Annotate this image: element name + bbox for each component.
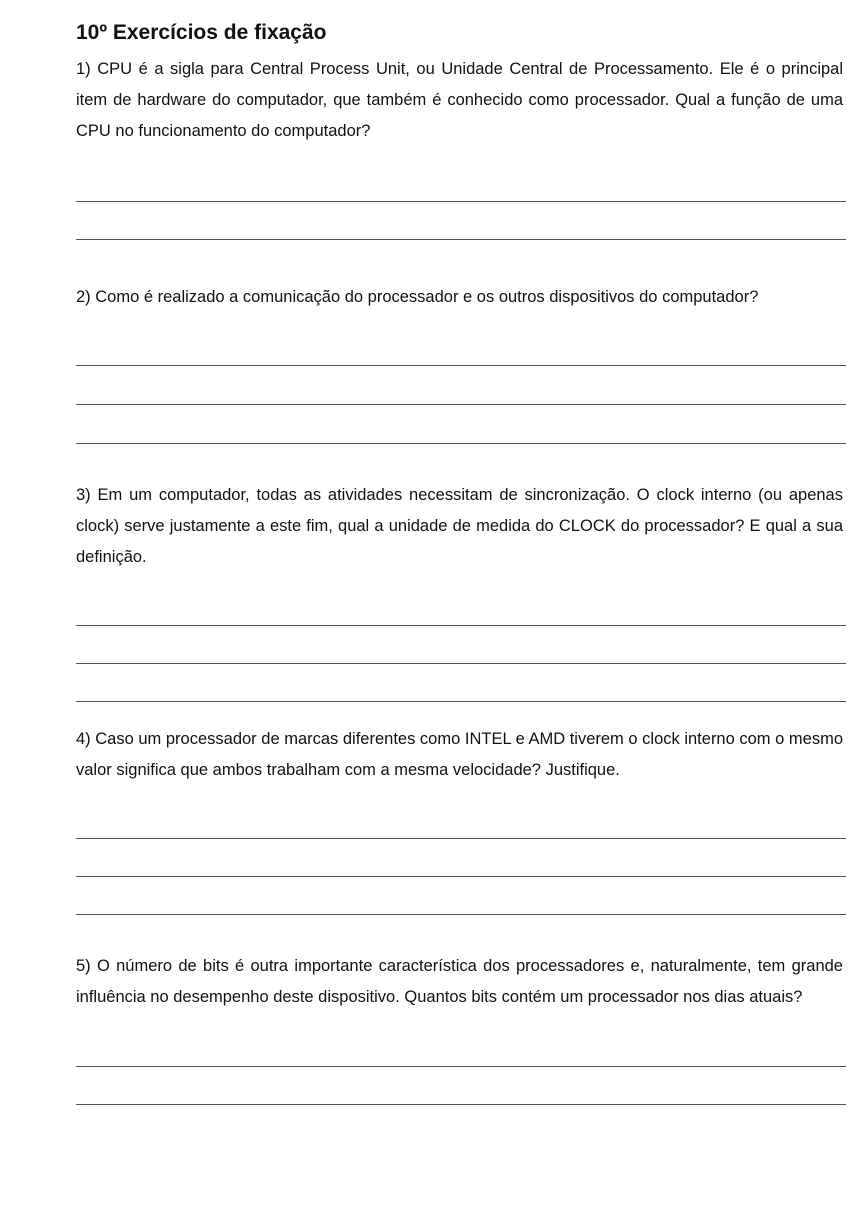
answer-line[interactable] — [76, 1104, 846, 1105]
answer-line[interactable] — [76, 365, 846, 366]
answer-area[interactable] — [76, 1013, 843, 1105]
answer-area[interactable] — [76, 313, 843, 444]
question-text: 5) O número de bits é outra importante característica dos processadores e, naturalmente, tem grande influência no desempenho deste dispositivo. Quantos bits contém um processador nos dias atuais? — [76, 957, 843, 1006]
page-title: 10º Exercícios de fixação — [76, 21, 327, 44]
question-text: 4) Caso um processador de marcas diferentes como INTEL e AMD tiverem o clock interno com o mesmo valor significa que ambos trabalham com a mesma velocidade? Justifique. — [76, 730, 843, 779]
question-3 — [76, 480, 843, 702]
answer-line[interactable] — [76, 701, 846, 702]
answer-line[interactable] — [76, 876, 846, 877]
answer-line[interactable] — [76, 1066, 846, 1067]
question-5 — [76, 951, 843, 1105]
answer-line[interactable] — [76, 404, 846, 405]
answer-area[interactable] — [76, 786, 843, 915]
question-4 — [76, 724, 843, 915]
answer-line[interactable] — [76, 201, 846, 202]
question-text: 3) Em um computador, todas as atividades necessitam de sincronização. O clock interno (ou apenas clock) serve justamente a este fim, qual a unidade de medida do CLOCK do processador? E qual a sua definição. — [76, 486, 843, 566]
answer-line[interactable] — [76, 663, 846, 664]
question-text: 2) Como é realizado a comunicação do processador e os outros dispositivos do computador? — [76, 288, 759, 306]
answer-line[interactable] — [76, 239, 846, 240]
question-2 — [76, 282, 843, 444]
answer-line[interactable] — [76, 443, 846, 444]
question-1 — [76, 54, 843, 240]
answer-line[interactable] — [76, 838, 846, 839]
answer-area[interactable] — [76, 573, 843, 702]
question-text: 1) CPU é a sigla para Central Process Unit, ou Unidade Central de Processamento. Ele é o principal item de hardware do computador, que também é conhecido como processador. Qual a função de uma CPU no funcionamento do computador? — [76, 60, 843, 140]
answer-line[interactable] — [76, 914, 846, 915]
answer-line[interactable] — [76, 625, 846, 626]
answer-area[interactable] — [76, 147, 843, 240]
